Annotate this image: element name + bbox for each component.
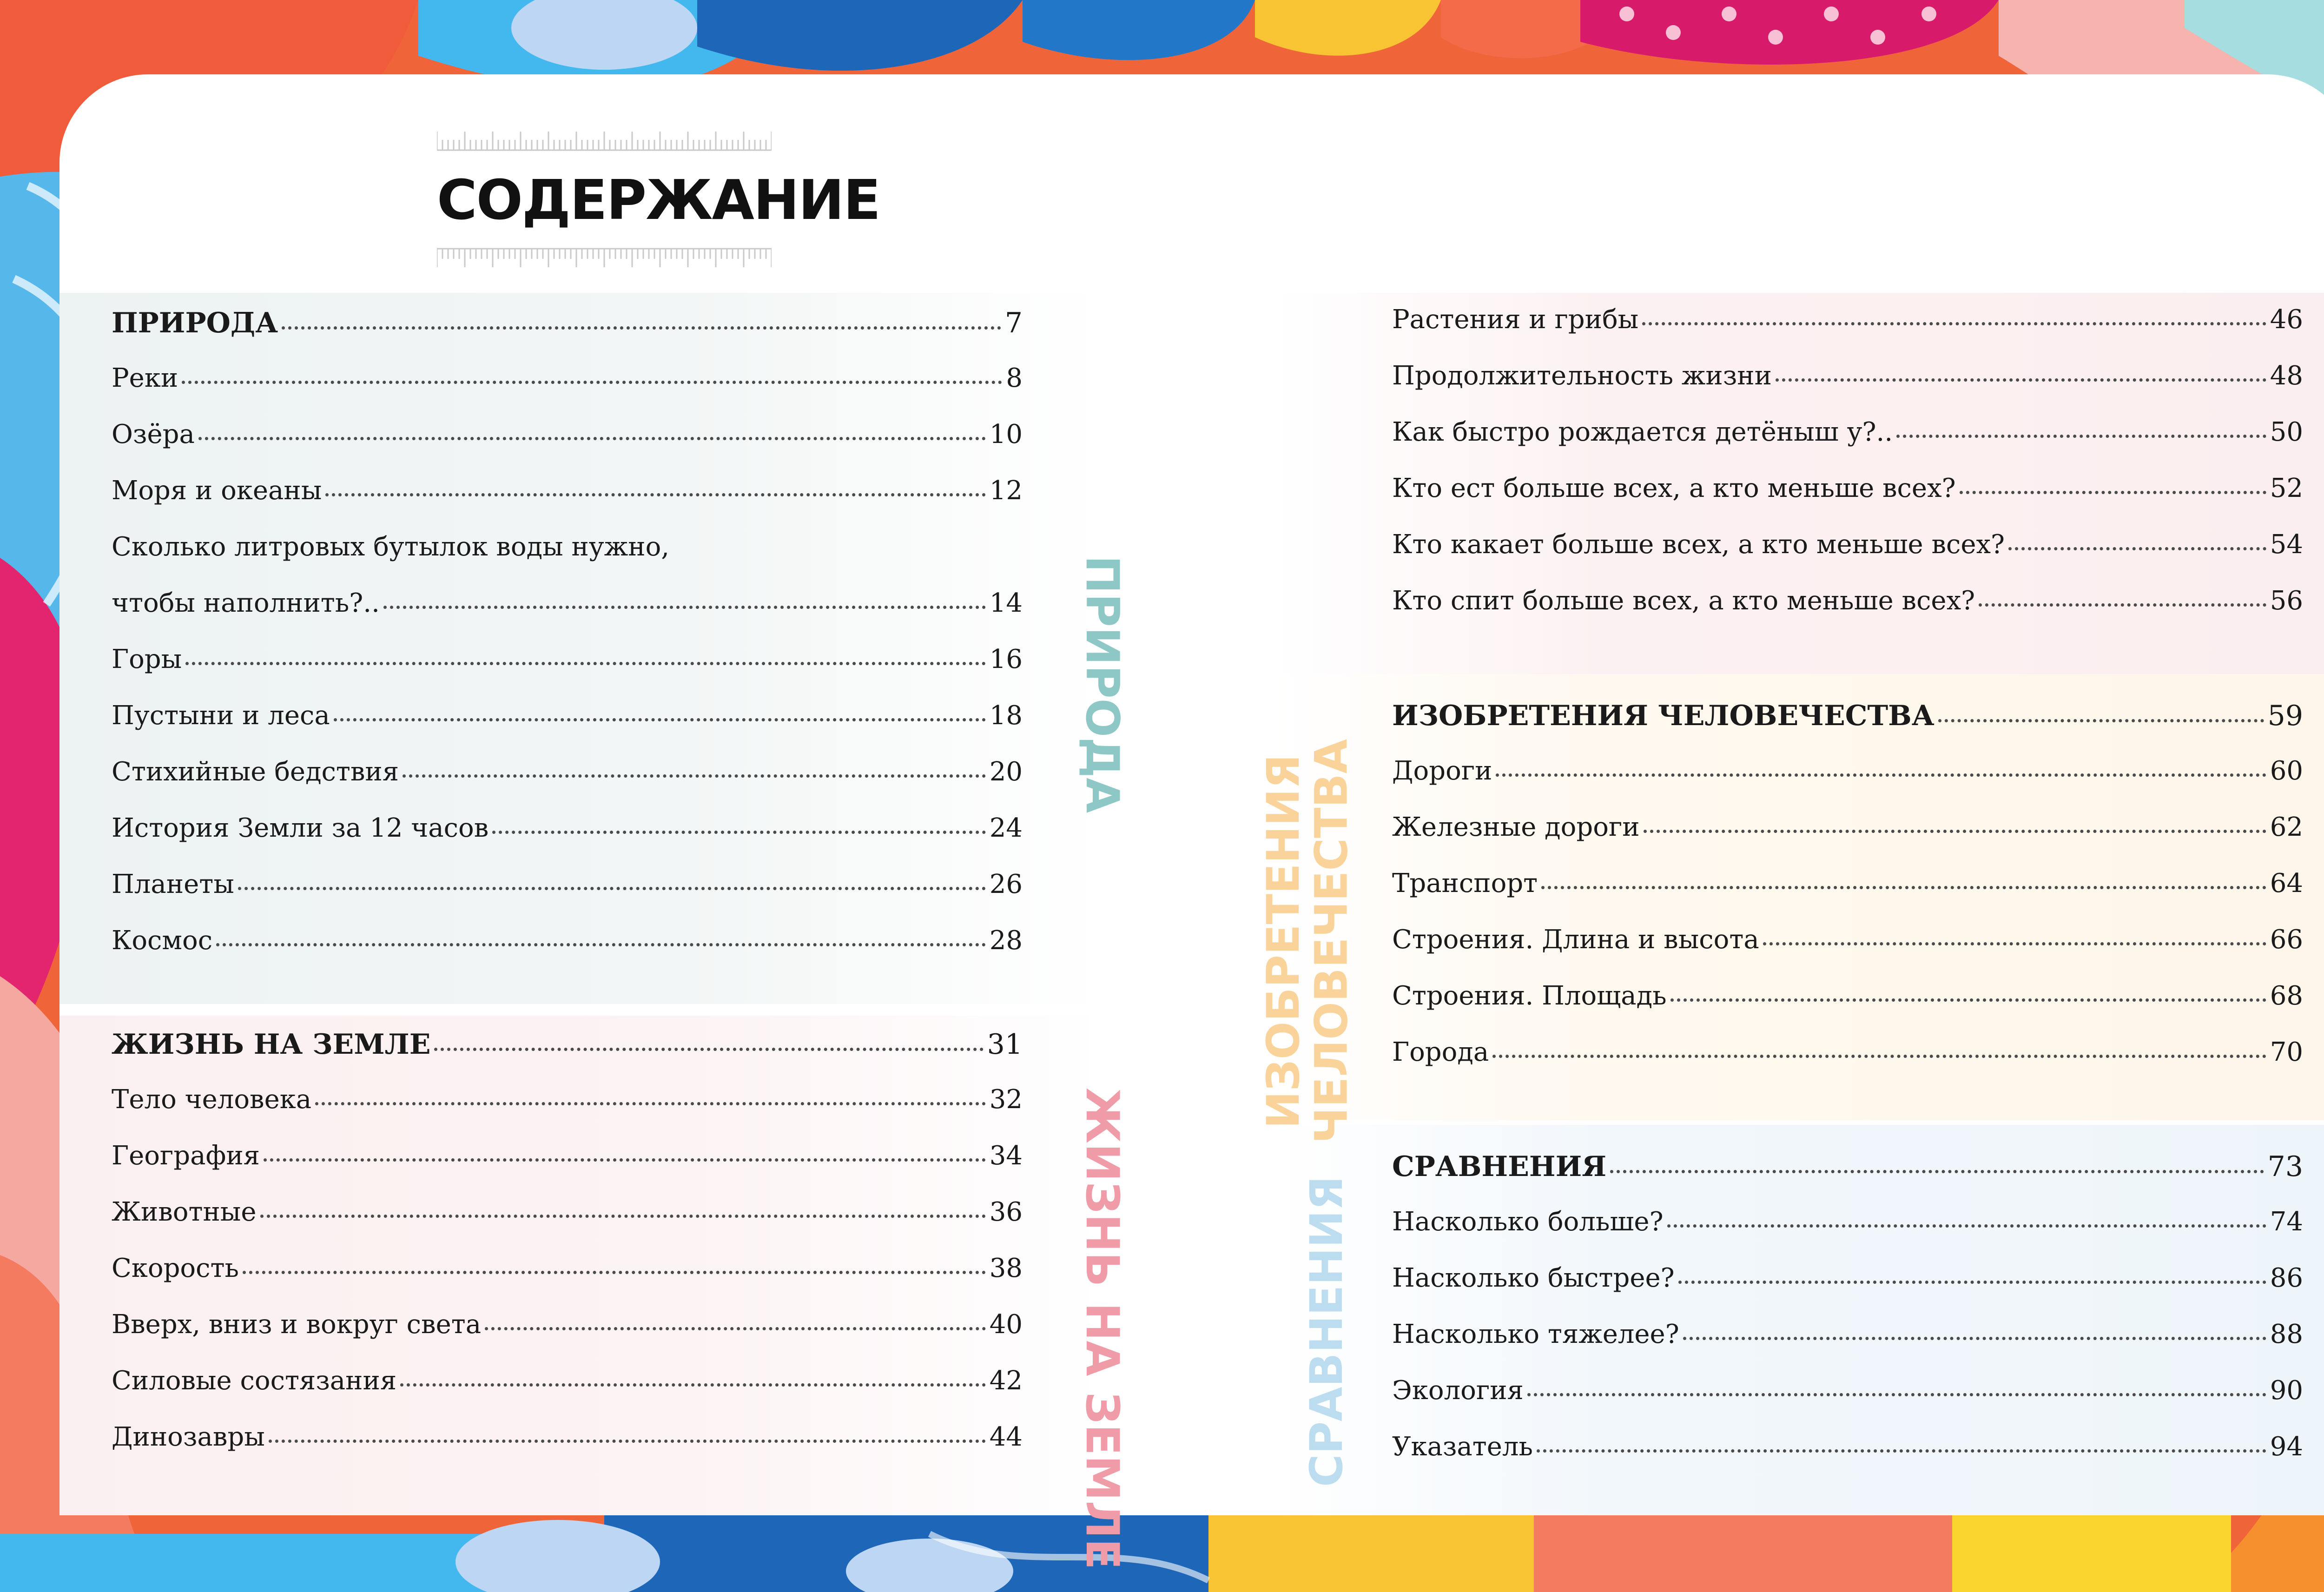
toc-dot-leader	[1667, 1224, 2266, 1228]
toc-page-number: 62	[2270, 812, 2303, 842]
section-label-inventions-line2: ЧЕЛОВЕЧЕСТВА	[1305, 739, 1358, 1143]
toc-entry-label: Моря и океаны	[112, 476, 322, 506]
toc-entry[interactable]	[112, 1141, 1023, 1197]
toc-entry[interactable]	[1392, 1207, 2303, 1263]
toc-entry-label: Как быстро рождается детёныш у?..	[1392, 417, 1893, 447]
toc-page-number: 31	[987, 1028, 1023, 1061]
toc-dot-leader	[400, 1383, 986, 1387]
toc-entry[interactable]	[112, 757, 1023, 813]
toc-page-number: 56	[2270, 586, 2303, 616]
toc-dot-leader	[1763, 942, 2266, 945]
toc-dot-leader	[1670, 998, 2266, 1002]
toc-dot-leader	[1979, 603, 2266, 607]
toc-entry[interactable]	[1392, 304, 2303, 361]
toc-entry[interactable]	[112, 1422, 1023, 1478]
toc-entry[interactable]	[112, 1309, 1023, 1366]
toc-entry-label: Насколько быстрее?	[1392, 1263, 1675, 1293]
toc-entry-label: Горы	[112, 644, 182, 674]
toc-entry-label: Пустыни и леса	[112, 700, 330, 731]
toc-dot-leader	[269, 1440, 986, 1443]
toc-section-heading[interactable]	[112, 1028, 1023, 1084]
toc-entry-label: Продолжительность жизни	[1392, 361, 1772, 391]
toc-entry-label: Космос	[112, 925, 213, 956]
toc-right-inventions-column	[1392, 700, 2303, 1093]
toc-entry[interactable]	[1392, 586, 2303, 642]
toc-page-number: 28	[989, 925, 1023, 956]
toc-entry-label: География	[112, 1141, 260, 1171]
toc-entry-label: Животные	[112, 1197, 257, 1227]
toc-page-number: 8	[1006, 363, 1023, 393]
toc-dot-leader	[1496, 773, 2266, 777]
toc-entry[interactable]	[112, 1084, 1023, 1141]
toc-dot-leader	[1678, 1281, 2266, 1284]
toc-entry-label: Динозавры	[112, 1422, 265, 1452]
toc-dot-leader	[1960, 491, 2266, 494]
toc-entry-label: Вверх, вниз и вокруг света	[112, 1309, 482, 1340]
toc-dot-leader	[383, 606, 986, 609]
title-block	[437, 121, 880, 279]
toc-entry[interactable]	[112, 1197, 1023, 1253]
toc-page-number: 18	[989, 700, 1023, 731]
toc-entry-label: Железные дороги	[1392, 812, 1640, 842]
toc-entry-label: СРАВНЕНИЯ	[1392, 1150, 1607, 1183]
toc-page-number: 40	[989, 1309, 1023, 1340]
toc-dot-leader	[1541, 886, 2266, 889]
section-label-life: ЖИЗНЬ НА ЗЕМЛЕ	[1076, 1088, 1129, 1570]
toc-dot-leader	[1683, 1337, 2266, 1340]
toc-page-number: 94	[2270, 1432, 2303, 1462]
toc-page-number: 24	[989, 813, 1023, 843]
toc-entry[interactable]	[112, 588, 1023, 644]
toc-dot-leader	[485, 1327, 986, 1330]
toc-entry[interactable]	[1392, 981, 2303, 1037]
page-title: СОДЕРЖАНИЕ	[437, 168, 880, 232]
toc-page-number: 44	[989, 1422, 1023, 1452]
toc-entry[interactable]	[1392, 361, 2303, 417]
toc-page-number: 88	[2270, 1319, 2303, 1349]
toc-entry[interactable]	[112, 644, 1023, 700]
toc-entry-label: Экология	[1392, 1375, 1524, 1406]
toc-page-number: 16	[989, 644, 1023, 674]
toc-page-number: 14	[989, 588, 1023, 618]
section-label-comparisons: СРАВНЕНИЯ	[1301, 1176, 1353, 1487]
toc-page-number: 59	[2267, 700, 2303, 732]
toc-page-number: 10	[989, 419, 1023, 449]
toc-page-number: 36	[989, 1197, 1023, 1227]
toc-page-number: 60	[2270, 756, 2303, 786]
toc-dot-leader	[1938, 719, 2264, 722]
toc-entry-label: Планеты	[112, 869, 234, 899]
toc-dot-leader	[2008, 547, 2266, 550]
toc-dot-leader	[264, 1158, 986, 1162]
toc-page-number: 54	[2270, 529, 2303, 560]
toc-entry[interactable]	[112, 1366, 1023, 1422]
toc-page-number: 68	[2270, 981, 2303, 1011]
toc-dot-leader	[1896, 435, 2266, 438]
toc-entry[interactable]	[1392, 1263, 2303, 1319]
toc-entry-label: ИЗОБРЕТЕНИЯ ЧЕЛОВЕЧЕСТВА	[1392, 700, 1934, 732]
toc-dot-leader	[325, 493, 985, 496]
toc-dot-leader	[182, 381, 1002, 384]
toc-page-number: 12	[989, 476, 1023, 506]
toc-dot-leader	[334, 718, 986, 721]
toc-entry-label: Реки	[112, 363, 178, 393]
toc-entry-label: Скорость	[112, 1253, 239, 1283]
toc-entry[interactable]	[112, 700, 1023, 757]
toc-entry[interactable]	[1392, 417, 2303, 473]
toc-dot-leader	[1642, 322, 2266, 325]
toc-page-number: 46	[2270, 304, 2303, 335]
toc-dot-leader	[492, 831, 985, 834]
toc-entry[interactable]	[112, 813, 1023, 869]
toc-page-number: 86	[2270, 1263, 2303, 1293]
toc-page-number: 73	[2267, 1150, 2303, 1183]
toc-entry-label: История Земли за 12 часов	[112, 813, 489, 843]
toc-dot-leader	[216, 943, 986, 946]
toc-page-number: 70	[2270, 1037, 2303, 1067]
toc-entry[interactable]	[1392, 868, 2303, 925]
toc-entry-label: Дороги	[1392, 756, 1492, 786]
toc-entry-label: ЖИЗНЬ НА ЗЕМЛЕ	[112, 1028, 431, 1061]
toc-dot-leader	[238, 887, 986, 890]
toc-entry[interactable]	[112, 532, 1023, 588]
toc-dot-leader	[1776, 378, 2266, 382]
toc-entry[interactable]	[1392, 1037, 2303, 1093]
toc-entry-label: Кто спит больше всех, а кто меньше всех?	[1392, 586, 1975, 616]
toc-dot-leader	[1527, 1393, 2266, 1396]
toc-dot-leader	[243, 1271, 986, 1274]
section-label-inventions-line1: ИЗОБРЕТЕНИЯ	[1257, 754, 1309, 1129]
toc-entry-label: Насколько тяжелее?	[1392, 1319, 1679, 1349]
toc-right-life-column	[1392, 304, 2303, 642]
toc-entry-label: чтобы наполнить?..	[112, 588, 380, 618]
toc-section-heading[interactable]	[112, 307, 1023, 363]
toc-dot-leader	[315, 1102, 986, 1105]
toc-dot-leader	[1492, 1055, 2266, 1058]
ruler-decoration-bottom	[437, 246, 772, 274]
toc-entry-label: Стихийные бедствия	[112, 757, 399, 787]
toc-entry[interactable]	[1392, 925, 2303, 981]
toc-page-number: 64	[2270, 868, 2303, 898]
toc-page-number: 42	[989, 1366, 1023, 1396]
section-label-inventions	[1257, 739, 1358, 1143]
toc-page-number: 38	[989, 1253, 1023, 1283]
toc-entry-label: Силовые состязания	[112, 1366, 397, 1396]
toc-entry[interactable]	[1392, 1432, 2303, 1488]
toc-page-number: 34	[989, 1141, 1023, 1171]
toc-left-column	[112, 307, 1023, 1478]
section-label-nature: ПРИРОДА	[1076, 555, 1129, 813]
toc-entry-label: Указатель	[1392, 1432, 1533, 1462]
toc-dot-leader	[198, 437, 986, 440]
toc-entry-label: Озёра	[112, 419, 195, 449]
toc-page-number: 48	[2270, 361, 2303, 391]
toc-entry[interactable]	[1392, 473, 2303, 529]
toc-section-heading[interactable]	[1392, 700, 2303, 756]
toc-entry-label: Строения. Площадь	[1392, 981, 1667, 1011]
toc-entry[interactable]	[112, 363, 1023, 419]
toc-right-comparisons-column	[1392, 1150, 2303, 1488]
toc-entry-label: ПРИРОДА	[112, 307, 278, 339]
toc-page-number: 90	[2270, 1375, 2303, 1406]
toc-entry-label: Растения и грибы	[1392, 304, 1639, 335]
toc-page-number: 20	[989, 757, 1023, 787]
toc-dot-leader	[1644, 830, 2266, 833]
toc-entry[interactable]	[1392, 812, 2303, 868]
toc-entry[interactable]	[112, 925, 1023, 982]
toc-page-number: 50	[2270, 417, 2303, 447]
toc-dot-leader	[403, 774, 986, 778]
toc-dot-leader	[260, 1215, 986, 1218]
toc-entry-label: Города	[1392, 1037, 1489, 1067]
toc-entry[interactable]	[1392, 1319, 2303, 1375]
toc-entry[interactable]	[1392, 756, 2303, 812]
toc-dot-leader	[1610, 1170, 2264, 1173]
toc-page-number: 7	[1004, 307, 1023, 339]
toc-entry[interactable]	[112, 869, 1023, 925]
toc-section-heading[interactable]	[1392, 1150, 2303, 1207]
toc-dot-leader	[1537, 1449, 2266, 1453]
toc-entry-label: Кто ест больше всех, а кто меньше всех?	[1392, 473, 1956, 503]
toc-entry-label: Насколько больше?	[1392, 1207, 1664, 1237]
toc-entry-label: Тело человека	[112, 1084, 312, 1115]
toc-entry-label: Транспорт	[1392, 868, 1538, 898]
toc-entry[interactable]	[112, 1253, 1023, 1309]
toc-entry[interactable]	[112, 476, 1023, 532]
toc-entry-label: Кто какает больше всех, а кто меньше всех?	[1392, 529, 2005, 560]
toc-entry[interactable]	[1392, 529, 2303, 586]
toc-page-number: 32	[989, 1084, 1023, 1115]
toc-entry[interactable]	[112, 419, 1023, 476]
toc-page-number: 74	[2270, 1207, 2303, 1237]
toc-dot-leader	[282, 326, 1001, 330]
toc-page-number: 52	[2270, 473, 2303, 503]
toc-dot-leader	[185, 662, 986, 665]
toc-page-number: 66	[2270, 925, 2303, 955]
toc-entry[interactable]	[1392, 1375, 2303, 1432]
ruler-decoration-top	[437, 125, 772, 152]
toc-entry-label: Строения. Длина и высота	[1392, 925, 1759, 955]
toc-entry-label: Сколько литровых бутылок воды нужно,	[112, 532, 670, 562]
toc-page-number: 26	[989, 869, 1023, 899]
toc-dot-leader	[434, 1048, 983, 1051]
